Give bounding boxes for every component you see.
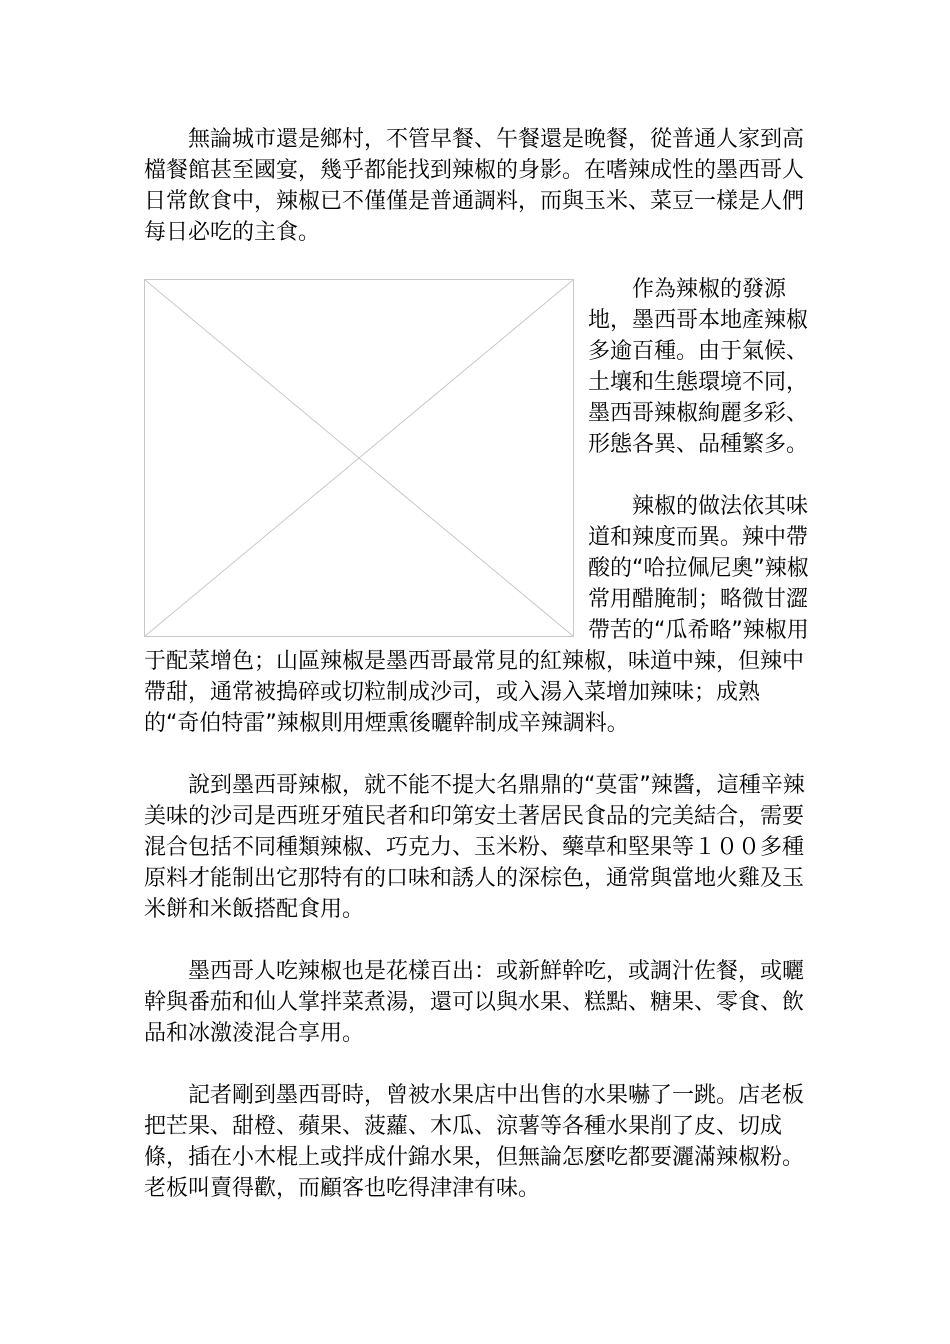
paragraph-eating-styles: 墨西哥人吃辣椒也是花樣百出：或新鮮幹吃，或調汁佐餐，或曬幹與番茄和仙人掌拌菜煮湯，還可以與水果、糕點、糖果、零食、飲品和冰激淩混合享用。	[144, 959, 805, 1046]
paragraph-intro: 無論城市還是鄉村，不管早餐、午餐還是晚餐，從普通人家到高檔餐館甚至國宴，幾乎都能找到辣椒的身影。在嗜辣成性的墨西哥人日常飲食中，辣椒已不僅僅是普通調料，而與玉米、菜豆一樣是人們每日必吃的主食。	[144, 127, 805, 245]
image-placeholder	[144, 279, 574, 637]
placeholder-cross-icon	[145, 280, 573, 636]
figure-section	[144, 262, 809, 739]
paragraph-mole-sauce: 說到墨西哥辣椒，就不能不提大名鼎鼎的“莫雷”辣醬，這種辛辣美味的沙司是西班牙殖民者和印第安土著居民食品的完美結合，需要混合包括不同種類辣椒、巧克力、玉米粉、藥草和堅果等１００多種原料才能制出它那特有的口味和誘人的深棕色，通常與當地火雞及玉米餅和米飯搭配食用。	[144, 773, 805, 922]
paragraph-preparation: 辣椒的做法依其味道和辣度而異。辣中帶酸的“哈拉佩尼奧”辣椒常用醋腌制；略微甘澀帶苦的“瓜希略”辣椒用于配菜增色；山區辣椒是墨西哥最常見的紅辣椒，味道中辣，但辣中帶甜，通常被搗碎或切粒制成沙司，或入湯入菜增加辣味；成熟的“奇伯特雷”辣椒則用煙熏後曬幹制成辛辣調料。	[144, 494, 809, 736]
paragraph-origin: 作為辣椒的發源地，墨西哥本地產辣椒多逾百種。由于氣候、土壤和生態環境不同，墨西哥辣椒絢麗多彩、形態各異、品種繁多。	[588, 277, 809, 457]
article-body	[144, 124, 809, 1235]
paragraph-fruit-shop: 記者剛到墨西哥時，曾被水果店中出售的水果嚇了一跳。店老板把芒果、甜橙、蘋果、菠蘿、木瓜、涼薯等各種水果削了皮、切成條，插在小木棍上或拌成什錦水果，但無論怎麼吃都要灑滿辣椒粉。老板叫賣得歡，而顧客也吃得津津有味。	[144, 1083, 805, 1201]
